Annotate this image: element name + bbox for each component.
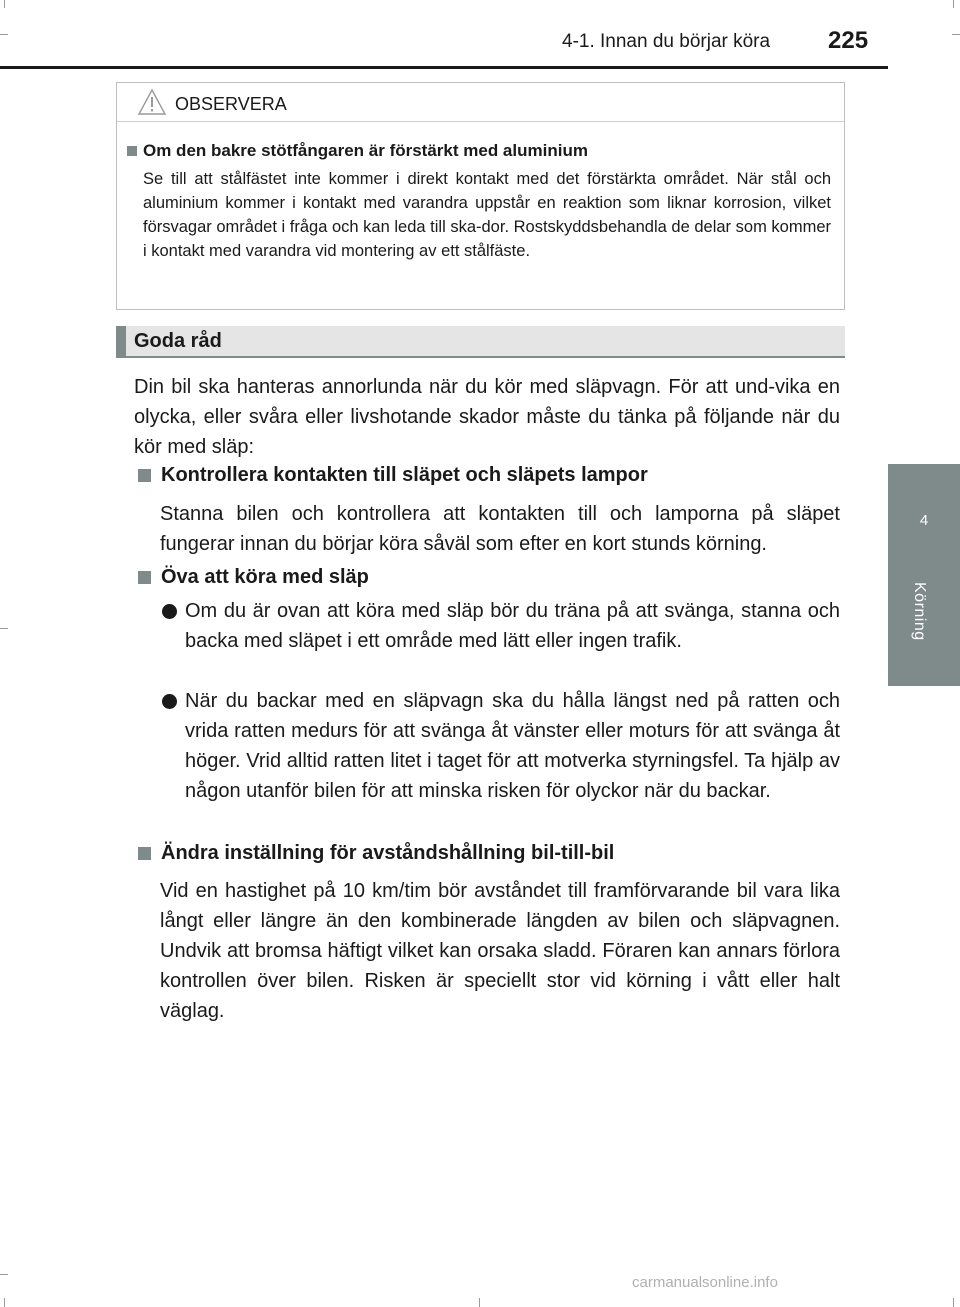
crop-mark bbox=[953, 0, 954, 8]
section-heading bbox=[138, 566, 369, 589]
bullet-dot-icon bbox=[162, 604, 177, 619]
list-item bbox=[160, 686, 840, 806]
square-bullet-icon bbox=[138, 571, 151, 584]
tips-heading-bar bbox=[116, 326, 126, 356]
caution-body: Se till att stålfästet inte kommer i direkt kontakt med det förstärkta området. När stål och aluminium kommer i kontakt med varandra uppstår en reaktion som liknar korrosion, vilket försvagar området i fråga och kan leda till ska-dor. Rostskyddsbehandla de delar som kommer i kontakt med varandra vid montering av ett stålfäste. bbox=[143, 170, 831, 260]
tips-heading bbox=[116, 326, 845, 358]
warning-triangle-icon bbox=[137, 88, 167, 121]
caution-box bbox=[116, 82, 845, 310]
section-heading bbox=[138, 464, 648, 487]
section-heading-text: Ändra inställning för avståndshållning bil-till-bil bbox=[161, 842, 615, 864]
section-heading-text: Öva att köra med släp bbox=[161, 566, 369, 588]
chapter-label: Körning bbox=[911, 582, 928, 641]
list-item-text: När du backar med en släpvagn ska du hålla längst ned på ratten och vrida ratten medurs för att svänga åt vänster eller moturs för att svänga åt höger. Vrid alltid ratten litet i taget för att motverka styrningsfel. Ta hjälp av någon utanför bilen för att minska risken för olyckor när du backar. bbox=[185, 690, 840, 802]
crop-mark bbox=[0, 628, 8, 629]
caution-title: OBSERVERA bbox=[175, 93, 287, 114]
list-item bbox=[160, 596, 840, 656]
crop-mark bbox=[0, 1274, 8, 1275]
square-bullet-icon bbox=[127, 146, 137, 156]
chapter-number: 4 bbox=[919, 512, 929, 529]
crop-mark bbox=[0, 34, 8, 35]
watermark: carmanualsonline.info bbox=[632, 1274, 778, 1291]
section-heading-text: Kontrollera kontakten till släpet och släpets lampor bbox=[161, 464, 648, 486]
crop-mark bbox=[953, 1298, 954, 1307]
crop-mark bbox=[4, 0, 5, 8]
caution-header bbox=[137, 87, 287, 121]
caution-divider bbox=[117, 121, 844, 122]
caution-subheading bbox=[127, 141, 588, 161]
crop-mark bbox=[952, 34, 960, 35]
section-heading bbox=[138, 842, 614, 865]
tips-title: Goda råd bbox=[134, 330, 222, 352]
header-section-title: 4-1. Innan du börjar köra bbox=[562, 31, 771, 52]
list-item-text: Om du är ovan att köra med släp bör du träna på att svänga, stanna och backa med släpet i ett område med lätt eller ingen trafik. bbox=[185, 600, 840, 652]
section-paragraph: Stanna bilen och kontrollera att kontakten till och lamporna på släpet fungerar innan du börjar köra såväl som efter en kort stunds körning. bbox=[160, 503, 840, 555]
caution-subheading-text: Om den bakre stötfångaren är förstärkt med aluminium bbox=[143, 141, 588, 160]
chapter-side-tab bbox=[888, 464, 960, 686]
page-number: 225 bbox=[828, 27, 869, 54]
square-bullet-icon bbox=[138, 469, 151, 482]
tips-intro: Din bil ska hanteras annorlunda när du kör med släpvagn. För att und-vika en olycka, eller svåra eller livshotande skador måste du tänka på följande när du kör med släp: bbox=[134, 376, 840, 458]
header-rule bbox=[0, 66, 888, 69]
square-bullet-icon bbox=[138, 847, 151, 860]
crop-mark bbox=[479, 1298, 480, 1307]
section-paragraph: Vid en hastighet på 10 km/tim bör avståndet till framförvarande bil vara lika långt eller längre än den kombinerade längden av bilen och släpvagnen. Undvik att bromsa häftigt vilket kan orsaka sladd. Föraren kan annars förlora kontrollen över bilen. Risken är speciellt stor vid körning i vått eller halt väglag. bbox=[160, 880, 840, 1022]
crop-mark bbox=[4, 1298, 5, 1307]
bullet-dot-icon bbox=[162, 694, 177, 709]
